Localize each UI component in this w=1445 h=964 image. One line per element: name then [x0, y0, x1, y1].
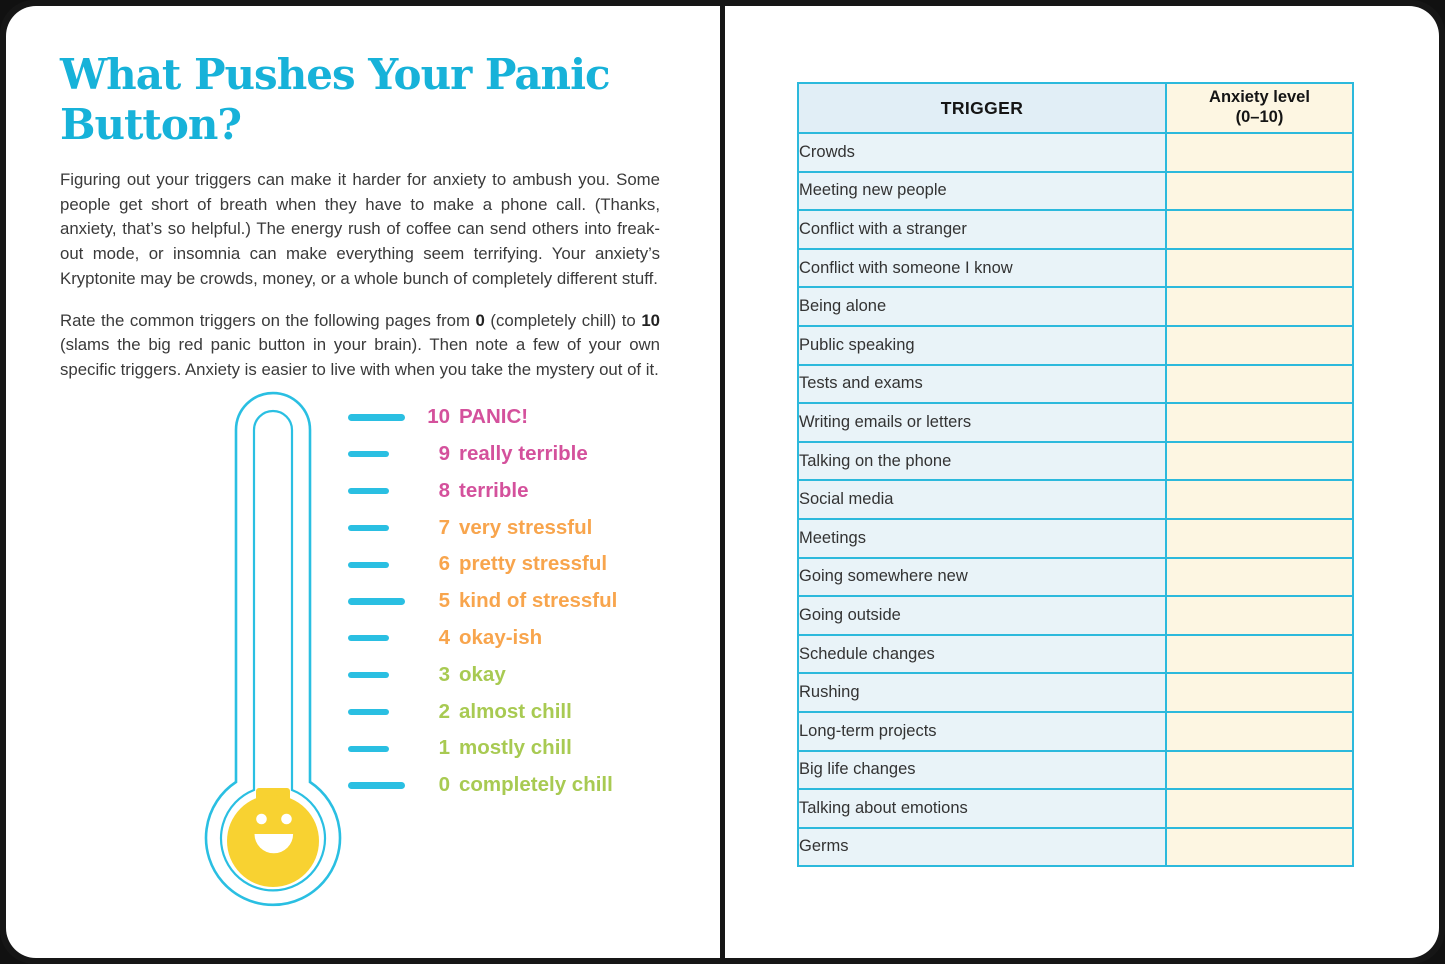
trigger-cell: Germs	[798, 828, 1166, 867]
scale-item-4	[348, 620, 617, 657]
table-row	[798, 403, 1353, 442]
trigger-cell: Tests and exams	[798, 365, 1166, 404]
scale-tick	[348, 525, 389, 531]
scale-item-8	[348, 473, 617, 510]
anxiety-level-cell[interactable]	[1166, 210, 1353, 249]
trigger-cell: Talking about emotions	[798, 789, 1166, 828]
tick-box	[348, 709, 420, 715]
scale-text: completely chill	[459, 773, 613, 797]
trigger-cell: Big life changes	[798, 751, 1166, 790]
scale-number: 10	[427, 405, 450, 429]
thermometer-scale	[348, 399, 617, 804]
tick-box	[348, 672, 420, 678]
scale-item-6	[348, 546, 617, 583]
tick-box	[348, 451, 420, 457]
anxiety-level-cell[interactable]	[1166, 519, 1353, 558]
anxiety-level-cell[interactable]	[1166, 635, 1353, 674]
trigger-cell: Going somewhere new	[798, 558, 1166, 597]
scale-item-2	[348, 693, 617, 730]
scale-label	[420, 441, 588, 465]
anxiety-level-cell[interactable]	[1166, 789, 1353, 828]
scale-item-7	[348, 509, 617, 546]
scale-label	[420, 775, 613, 796]
trigger-cell: Talking on the phone	[798, 442, 1166, 481]
table-row	[798, 712, 1353, 751]
table-row	[798, 751, 1353, 790]
anxiety-level-cell[interactable]	[1166, 403, 1353, 442]
table-row	[798, 365, 1353, 404]
table-row	[798, 789, 1353, 828]
scale-text: kind of stressful	[459, 589, 618, 613]
scale-text: PANIC!	[459, 405, 529, 429]
trigger-cell: Long-term projects	[798, 712, 1166, 751]
tick-box	[348, 488, 420, 494]
anxiety-level-cell[interactable]	[1166, 673, 1353, 712]
smiley-right-eye	[281, 814, 292, 825]
scale-tick	[348, 414, 405, 421]
trigger-cell: Crowds	[798, 133, 1166, 172]
scale-tick	[348, 746, 389, 752]
anxiety-level-cell[interactable]	[1166, 326, 1353, 365]
scale-number: 5	[438, 589, 450, 613]
emphasis-number: 0	[475, 310, 485, 330]
triggers-table-body	[798, 133, 1353, 866]
table-row	[798, 558, 1353, 597]
scale-label	[420, 625, 543, 649]
trigger-cell: Conflict with someone I know	[798, 249, 1166, 288]
tick-box	[348, 562, 420, 568]
text-segment: (completely chill) to	[484, 310, 642, 330]
trigger-cell: Being alone	[798, 287, 1166, 326]
scale-tick	[348, 672, 389, 678]
scale-number: 4	[438, 625, 450, 649]
scale-number: 3	[438, 662, 450, 686]
scale-label	[420, 554, 607, 575]
scale-item-1	[348, 730, 617, 767]
anxiety-level-cell[interactable]	[1166, 287, 1353, 326]
trigger-cell: Writing emails or letters	[798, 403, 1166, 442]
scale-text: really terrible	[459, 441, 588, 465]
scale-number: 0	[438, 773, 450, 797]
scale-label	[420, 407, 528, 428]
table-row	[798, 828, 1353, 867]
thermometer-mercury-column	[256, 788, 290, 848]
scale-text: okay	[459, 662, 506, 686]
table-row	[798, 442, 1353, 481]
page-title: What Pushes Your Panic Button?	[60, 50, 610, 149]
scale-label	[420, 738, 572, 759]
scale-item-5	[348, 583, 617, 620]
trigger-cell: Meetings	[798, 519, 1166, 558]
anxiety-level-column-header	[1166, 83, 1353, 133]
scale-label	[420, 662, 506, 686]
scale-tick	[348, 562, 389, 568]
anxiety-level-cell[interactable]	[1166, 558, 1353, 597]
scale-number: 1	[438, 736, 450, 760]
tick-box	[348, 746, 420, 752]
intro-paragraph: Figuring out your triggers can make it harder for anxiety to ambush you. Some people get short of breath when they have to make a phone call. (Thanks, anxiety, that’s so helpful.) The energy rush of coffee can send others into freak-out mode, or insomnia can make everything seem terrifying. Your anxiety’s Kryptonite may be crowds, money, or a whole bunch of completely different stuff.	[60, 170, 660, 288]
scale-label	[420, 515, 593, 539]
scale-text: terrible	[459, 478, 529, 502]
scale-item-9	[348, 436, 617, 473]
scale-item-10	[348, 399, 617, 436]
text-segment: Rate the common triggers on the following pages from	[60, 310, 476, 330]
scale-tick	[348, 782, 405, 789]
scale-text: pretty stressful	[459, 552, 608, 576]
table-row	[798, 287, 1353, 326]
anxiety-level-header-line2: (0–10)	[1235, 108, 1284, 126]
scale-text: very stressful	[459, 515, 593, 539]
anxiety-level-header-line1: Anxiety level	[1209, 88, 1310, 107]
scale-label	[420, 478, 529, 502]
scale-label	[420, 591, 617, 612]
scale-number: 6	[438, 552, 450, 576]
scale-text: okay-ish	[459, 625, 543, 649]
tick-box	[348, 525, 420, 531]
trigger-cell: Rushing	[798, 673, 1166, 712]
trigger-cell: Going outside	[798, 596, 1166, 635]
trigger-cell: Conflict with a stranger	[798, 210, 1166, 249]
trigger-column-header: TRIGGER	[798, 83, 1166, 133]
scale-text: mostly chill	[459, 736, 572, 760]
table-row	[798, 480, 1353, 519]
trigger-cell: Public speaking	[798, 326, 1166, 365]
table-row	[798, 249, 1353, 288]
right-page	[725, 6, 1439, 958]
triggers-table	[797, 82, 1354, 867]
left-page	[6, 6, 720, 958]
scale-tick	[348, 488, 389, 494]
trigger-cell: Schedule changes	[798, 635, 1166, 674]
scale-number: 7	[438, 515, 450, 539]
table-row	[798, 673, 1353, 712]
table-row	[798, 210, 1353, 249]
scale-number: 8	[438, 478, 450, 502]
table-row	[798, 596, 1353, 635]
anxiety-level-cell[interactable]	[1166, 133, 1353, 172]
thermometer-outer-outline	[206, 393, 340, 905]
scale-item-0	[348, 767, 617, 804]
table-row	[798, 133, 1353, 172]
anxiety-level-cell[interactable]	[1166, 751, 1353, 790]
trigger-cell: Social media	[798, 480, 1166, 519]
scale-tick	[348, 635, 389, 641]
trigger-cell: Meeting new people	[798, 172, 1166, 211]
tick-box	[348, 782, 420, 789]
anxiety-level-cell[interactable]	[1166, 596, 1353, 635]
anxiety-level-cell[interactable]	[1166, 249, 1353, 288]
scale-tick	[348, 451, 389, 457]
scale-label	[420, 699, 572, 723]
table-row	[798, 519, 1353, 558]
scale-text: almost chill	[459, 699, 572, 723]
table-row	[798, 635, 1353, 674]
text-segment: (slams the big red panic button in your brain). Then note a few of your own specific triggers. Anxiety is easier to live with when you take the mystery out of it.	[60, 335, 660, 379]
thermometer-bulb	[227, 795, 319, 887]
scale-item-3	[348, 657, 617, 694]
anxiety-level-cell[interactable]	[1166, 480, 1353, 519]
anxiety-level-cell[interactable]	[1166, 172, 1353, 211]
anxiety-level-cell[interactable]	[1166, 828, 1353, 867]
scale-tick	[348, 598, 405, 605]
emphasis-number: 10	[641, 310, 660, 330]
scale-tick	[348, 709, 389, 715]
tick-box	[348, 414, 420, 421]
instructions-paragraph	[60, 309, 660, 383]
tick-box	[348, 598, 420, 605]
scale-number: 9	[438, 441, 450, 465]
thermometer-inner-outline	[221, 411, 325, 890]
anxiety-level-cell[interactable]	[1166, 365, 1353, 404]
smiley-left-eye	[256, 814, 267, 825]
table-row	[798, 172, 1353, 211]
tick-box	[348, 635, 420, 641]
anxiety-level-cell[interactable]	[1166, 442, 1353, 481]
anxiety-level-cell[interactable]	[1166, 712, 1353, 751]
table-row	[798, 326, 1353, 365]
scale-number: 2	[438, 699, 450, 723]
table-header-row	[798, 83, 1353, 133]
smiley-mouth	[255, 834, 294, 853]
